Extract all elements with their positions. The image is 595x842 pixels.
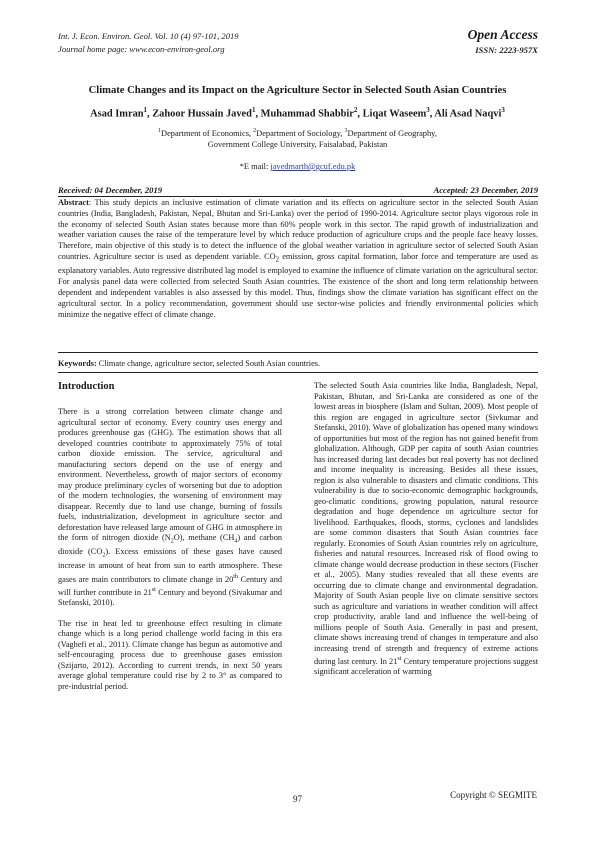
article-dates [58, 185, 538, 196]
page-number: 97 [293, 794, 302, 804]
affiliation-department: Department of Sociology, [256, 128, 345, 138]
journal-homepage: Journal home page: www.econ-environ-geol.org [58, 44, 225, 54]
issn: ISSN: 2223-957X [475, 45, 538, 55]
author-affiliation-mark: 1 [143, 106, 148, 114]
subscript: 2 [102, 552, 106, 559]
column-right [314, 381, 538, 678]
affiliation-department: Department of Economics, [161, 128, 254, 138]
paragraph-text: The selected South Asia countries like India, Bangladesh, Nepal, Pakistan, Bhutan, and Sri-Lanka are considered as one of the lowest areas in biosphere (Islam and Sultan, 2009). Most people of this region are engaged in agriculture sector (Sivkumar and Stefanski, 2010). Wave of globalization has opened many windows of opportunities but most of the region has not gained benefit from globalization. Although, GDP per capita of south Asian countries has increased during last decades but real poverty has not declined and income inequality is increasing. Besides all these issues, region is also vulnerable to disasters and climatic conditions. This vulnerability is due to socio-economic demographic backgrounds, geo-climatic conditions, growing population, natural resource degradation and huge dependence on agriculture sector for livelihood. Earthquakes, floods, storms, cyclones and landslides are some common disasters that South Asian countries face regularly. Economies of South Asian countries rely on agriculture, fisheries and natural resources. Increased risk of flood owing to climate change would decrease production in these sectors (Fischer et al., 2005). Many studies revealed that all these events are occurring due to climate change and environmental degradation. Majority of South Asian people live on climate sensitive sectors such as agriculture and variations in weather condition will affect crop productivity, arable land and influence the well-being of millions people of South Asia. Generally in past and present, climate shows increasing trend of changes in temperature and also increasing trend of strength and frequency of extreme actions during last century. In 21 [314, 381, 538, 666]
author-affiliation-mark: 3 [501, 106, 505, 114]
keywords-text: Climate change, agriculture sector, selected South Asian countries. [96, 359, 321, 368]
copyright: Copyright © SEGMITE [450, 790, 537, 800]
author-name: Zahoor Hussain Javed [152, 108, 252, 120]
affiliation-institution: Government College University, Faisalabad, Pakistan [207, 139, 388, 149]
paragraph-text: ) and carbon dioxide (CO [58, 533, 283, 557]
abstract [58, 198, 538, 320]
email-line [40, 161, 555, 172]
abstract-text: : This study depicts an inclusive estimation of climate variation and its effects on agriculture sector in the selected South Asian countries (India, Bangladesh, Pakistan, Nepal, Bhutan and Sri-Lanka) over the period of 1990-2014. Agriculture sector plays vigorous role in the economy of selected South Asian states because more than 60% people work in this sector. The rapid growth of industrialization and weather variation causes the raise of the temperature level by which reduce production of agriculture crops and the people face heavy losses. Therefore, main objective of this study is to detect the influence of the global weather variation in agriculture sector of selected South Asian countries. Agriculture sector is used as dependent variable. CO [58, 198, 538, 261]
subscript: 2 [170, 538, 174, 545]
paragraph-text: O), methane (CH [173, 533, 235, 542]
abstract-sub: 2 [275, 256, 280, 264]
author-affiliation-mark: 3 [426, 106, 430, 114]
affiliations [40, 126, 555, 150]
paragraph [314, 381, 538, 678]
affiliation-mark: 3 [344, 128, 348, 134]
open-access-label: Open Access [467, 27, 538, 42]
accepted-date: Accepted: 23 December, 2019 [433, 185, 538, 195]
divider-top [58, 196, 538, 197]
keywords-label: Keywords: [58, 359, 97, 368]
column-left [58, 381, 282, 692]
paragraph-text: There is a strong correlation between climate change and agricultural sector of economy. Every country uses energy and produces greenhouse gas (GHG). The estimation shows that all developed countries contribute to approximately 75% of total carbon dioxide emission. The service, agricultural and manufacturing sectors depend on the use of energy and environment. Nevertheless, growth of major sectors of economy may produce preliminary cycles of worsening but due to adoption of the modern technologies, the worsening of environment may disappear. Recently due to land use change, burning of fossils fuels, industrialization, development in agriculture sector and deforestation have released large amount of GHG in atmosphere in the form of nitrogen dioxide (N [58, 407, 282, 542]
paragraph [58, 619, 282, 693]
journal-citation: Int. J. Econ. Environ. Geol. Vol. 10 (4) 97-101, 2019 [58, 31, 239, 41]
author-list: Asad Imran$^1$, Zahoor Hussain Javed$^1$, Muhammad Shabbir$^2$, Liqat Waseem$^3$, Ali Asad Naqvi$^3$ [90, 106, 505, 120]
section-heading-introduction: Introduction [58, 381, 115, 392]
paragraph-text: Century and beyond (Sivakumar and Stefanski, 2010). [58, 587, 282, 608]
subscript: 4 [234, 538, 238, 545]
superscript: st [397, 656, 402, 662]
journal-header-right [468, 26, 538, 57]
email-label: *E mail: [239, 162, 271, 171]
affiliation-mark: 2 [253, 128, 257, 134]
author-affiliation-mark: 1 [251, 106, 256, 114]
affiliation-departments [40, 126, 555, 139]
paragraph-text: ). Excess emissions of these gases have caused increase in amount of heat from sun to earth atmosphere. These gases are main contributors to climate change in 20 [58, 547, 283, 584]
paragraph-text: Century temperature projections suggest significant acceleration of warming [314, 656, 538, 677]
superscript: th [233, 573, 238, 580]
author-affiliation-mark: 2 [353, 106, 358, 114]
author-name: Muhammad Shabbir [260, 108, 354, 120]
abstract-label: Abstract [58, 198, 89, 207]
paragraph-text: The rise in heat led to greenhouse effect resulting in climate change which is a long period challenge world facing in this era (Vaghefi et al., 2011). Climate change has begun as automotive and self-encouraging process due to greenhouse gases emission (Szijarto, 2012). According to current trends, in next 50 years average global temperature could rise by 2 to 3° as compared to pre-industrial period. [58, 618, 282, 691]
affiliation-mark: 1 [158, 128, 162, 134]
superscript: st [151, 587, 156, 594]
author-name: Liqat Waseem [362, 108, 427, 120]
journal-header [58, 30, 239, 56]
email-link[interactable]: javedmarth@gcuf.edu.pk [270, 162, 356, 171]
abstract-text-cont: emission, gross capital formation, labor force and temperature are used as explanatory variables. Auto regressive distributed lag model is employed to examine the influence of climate variation on the agricultural sector. For analysis panel data were collected from selected South Asian countries. The existence of the short and long term relationship between dependent and independent variables is also assessed by this model. Thus, findings show the climate variation has significant effect on the agricultural sector. In a policy recommendation, government should use sector-wise policies and friendly environmental policies which minimize the negative effect of climate change. [58, 251, 538, 319]
author-name: Ali Asad Naqvi [434, 108, 502, 120]
received-date: Received: 04 December, 2019 [58, 185, 163, 195]
divider-keywords [58, 372, 538, 373]
divider-abstract [58, 352, 538, 353]
article-title: Climate Changes and its Impact on the Agriculture Sector in Selected South Asian Countries [88, 85, 507, 96]
author-name: Asad Imran [90, 108, 144, 120]
paragraph-text: Century and will further contribute in 21 [58, 574, 283, 597]
affiliation-department: Department of Geography, [347, 128, 437, 138]
keywords [58, 358, 538, 369]
paragraph [58, 407, 282, 609]
